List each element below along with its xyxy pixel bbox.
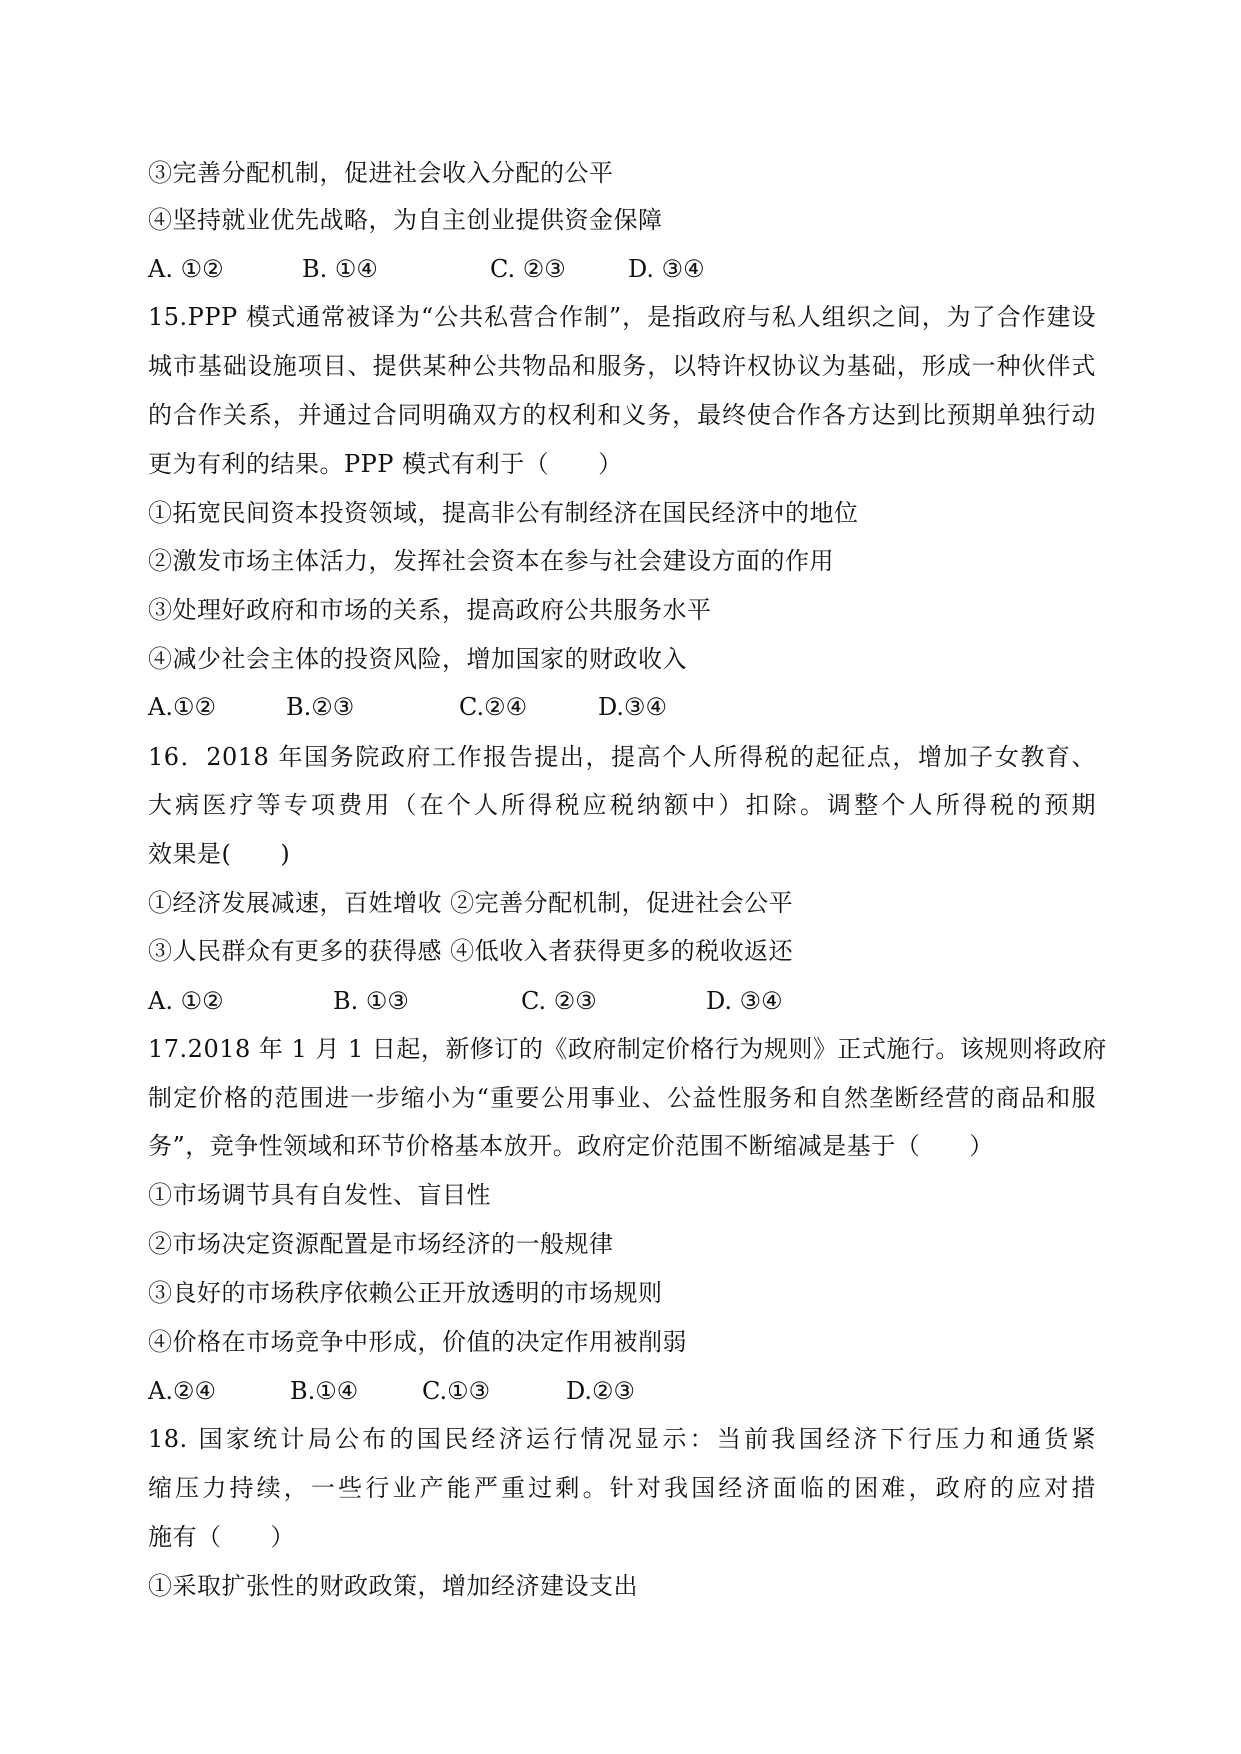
- q16-stem-line-1: 16．2018 年国务院政府工作报告提出，提高个人所得税的起征点，增加子女教育、: [148, 743, 1096, 771]
- q14-choice-b: B. ①④: [302, 255, 378, 283]
- q15-stem-line-2: 城市基础设施项目、提供某种公共物品和服务，以特许权协议为基础，形成一种伙伴式: [148, 352, 1096, 380]
- q17-option-2: ②市场决定资源配置是市场经济的一般规律: [148, 1230, 614, 1258]
- q17-stem-line-3: 务”，竞争性领域和环节价格基本放开。政府定价范围不断缩减是基于（ ）: [148, 1132, 994, 1160]
- q14-choice-a: A. ①②: [148, 255, 224, 283]
- q16-options-3-4: ③人民群众有更多的获得感 ④低收入者获得更多的税收返还: [148, 937, 794, 965]
- q17-stem-line-2: 制定价格的范围进一步缩小为“重要公用事业、公益性服务和自然垄断经营的商品和服: [148, 1084, 1096, 1112]
- q17-option-3: ③良好的市场秩序依赖公正开放透明的市场规则: [148, 1279, 663, 1307]
- q16-options-1-2: ①经济发展减速，百姓增收 ②完善分配机制，促进社会公平: [148, 889, 794, 917]
- q16-choice-b: B. ①③: [333, 987, 409, 1015]
- q15-stem-line-4: 更为有利的结果。PPP 模式有利于（ ）: [148, 450, 623, 478]
- q17-option-1: ①市场调节具有自发性、盲目性: [148, 1181, 491, 1209]
- q15-stem-line-3: 的合作关系，并通过合同明确双方的权利和义务，最终使合作各方达到比预期单独行动: [148, 401, 1096, 429]
- q18-option-1: ①采取扩张性的财政政策，增加经济建设支出: [148, 1572, 638, 1600]
- q16-choice-a: A. ①②: [148, 987, 224, 1015]
- q17-stem-line-1: 17.2018 年 1 月 1 日起，新修订的《政府制定价格行为规则》正式施行。该规则将政府: [148, 1035, 1107, 1063]
- q18-stem-line-2: 缩压力持续，一些行业产能严重过剩。针对我国经济面临的困难，政府的应对措: [148, 1474, 1096, 1502]
- q15-option-3: ③处理好政府和市场的关系，提高政府公共服务水平: [148, 596, 712, 624]
- q15-stem-line-1: 15.PPP 模式通常被译为“公共私营合作制”，是指政府与私人组织之间，为了合作建设: [148, 303, 1096, 331]
- q16-stem-line-3: 效果是( ): [148, 840, 291, 868]
- q17-choice-b: B.①④: [290, 1377, 359, 1405]
- q16-stem-line-2: 大病医疗等专项费用（在个人所得税应税纳额中）扣除。调整个人所得税的预期: [148, 791, 1096, 819]
- q15-choice-a: A.①②: [148, 693, 216, 721]
- q17-choice-a: A.②④: [148, 1377, 216, 1405]
- q15-choice-c: C.②④: [459, 693, 528, 721]
- q16-choice-c: C. ②③: [521, 987, 597, 1015]
- q15-option-1: ①拓宽民间资本投资领域，提高非公有制经济在国民经济中的地位: [148, 499, 859, 527]
- q17-choice-c: C.①③: [422, 1377, 491, 1405]
- q14-option-4: ④坚持就业优先战略，为自主创业提供资金保障: [148, 206, 663, 234]
- q15-choice-d: D.③④: [598, 693, 668, 721]
- q15-choice-b: B.②③: [286, 693, 355, 721]
- q16-choice-d: D. ③④: [706, 987, 783, 1015]
- q18-stem-line-3: 施有（ ）: [148, 1523, 295, 1551]
- q14-choice-d: D. ③④: [628, 255, 705, 283]
- q14-choice-c: C. ②③: [490, 255, 566, 283]
- q17-option-4: ④价格在市场竞争中形成，价值的决定作用被削弱: [148, 1328, 687, 1356]
- q14-option-3: ③完善分配机制，促进社会收入分配的公平: [148, 159, 614, 187]
- q18-stem-line-1: 18. 国家统计局公布的国民经济运行情况显示：当前我国经济下行压力和通货紧: [148, 1425, 1096, 1453]
- q15-option-2: ②激发市场主体活力，发挥社会资本在参与社会建设方面的作用: [148, 547, 834, 575]
- q17-choice-d: D.②③: [566, 1377, 636, 1405]
- q15-option-4: ④减少社会主体的投资风险，增加国家的财政收入: [148, 645, 687, 673]
